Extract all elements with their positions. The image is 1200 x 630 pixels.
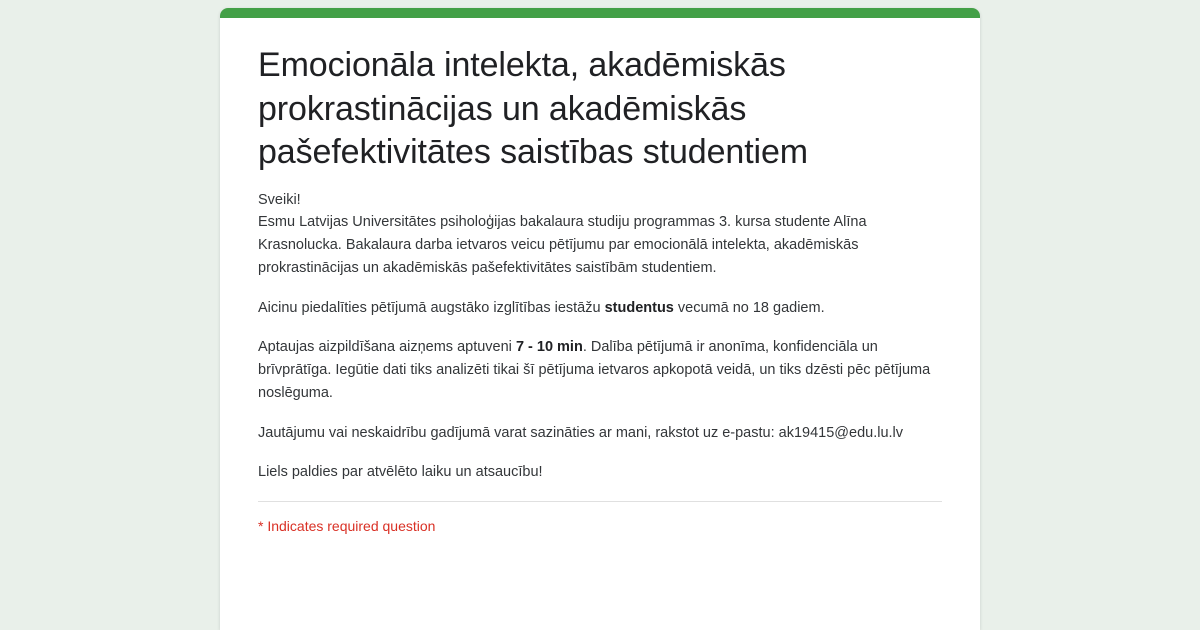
form-description: [258, 189, 942, 485]
form-accent-bar: [220, 8, 980, 18]
description-thanks: Liels paldies par atvēlēto laiku un atsaucību!: [258, 464, 543, 481]
description-intro-line-3: akadēmiskās prokrastinācijas un akadēmiskās pašefektivitātes saistībām studentiem.: [258, 237, 859, 276]
invitation-text-after: vecumā no 18 gadiem.: [673, 299, 825, 316]
duration-text-after: . Dalība pētījumā ir anonīma, konfidenciāla un brīvprātīga. Iegūtie dati tiks analizēti tikai šī pētījuma ietvaros apkopotā veidā, un tiks dzēsti pēc pētījuma noslēguma.: [258, 339, 931, 401]
required-question-note: * Indicates required question: [258, 518, 436, 535]
form-card: [220, 8, 980, 630]
description-intro-line-1: Esmu Latvijas Universitātes psiholoģijas bakalaura studiju programmas 3. kursa studente: [258, 214, 831, 231]
description-intro: [258, 211, 942, 279]
invitation-emphasis: studentus: [604, 299, 674, 316]
description-duration: [258, 336, 942, 404]
contact-text: Jautājumu vai neskaidrību gadījumā varat sazināties ar mani, rakstot uz e-pastu:: [258, 424, 775, 441]
form-card-body: [220, 18, 980, 544]
description-intro-line-2: Alīna Krasnolucka. Bakalaura darba ietvaros veicu pētījumu par emocionālā intelekta,: [258, 214, 867, 254]
contact-email: ak19415@edu.lu.lv: [778, 424, 904, 441]
duration-emphasis: 7 - 10 min: [515, 339, 583, 356]
description-invitation: [258, 297, 942, 320]
duration-text-before: Aptaujas aizpildīšana aizņems aptuveni: [258, 339, 516, 356]
description-greeting: Sveiki!: [258, 191, 301, 208]
invitation-text-before: Aicinu piedalīties pētījumā augstāko izglītības iestāžu: [258, 299, 605, 316]
description-contact: [258, 422, 942, 445]
page-title: Emocionāla intelekta, akadēmiskās prokrastinācijas un akadēmiskās pašefektivitātes saistības studentiem: [258, 46, 809, 172]
